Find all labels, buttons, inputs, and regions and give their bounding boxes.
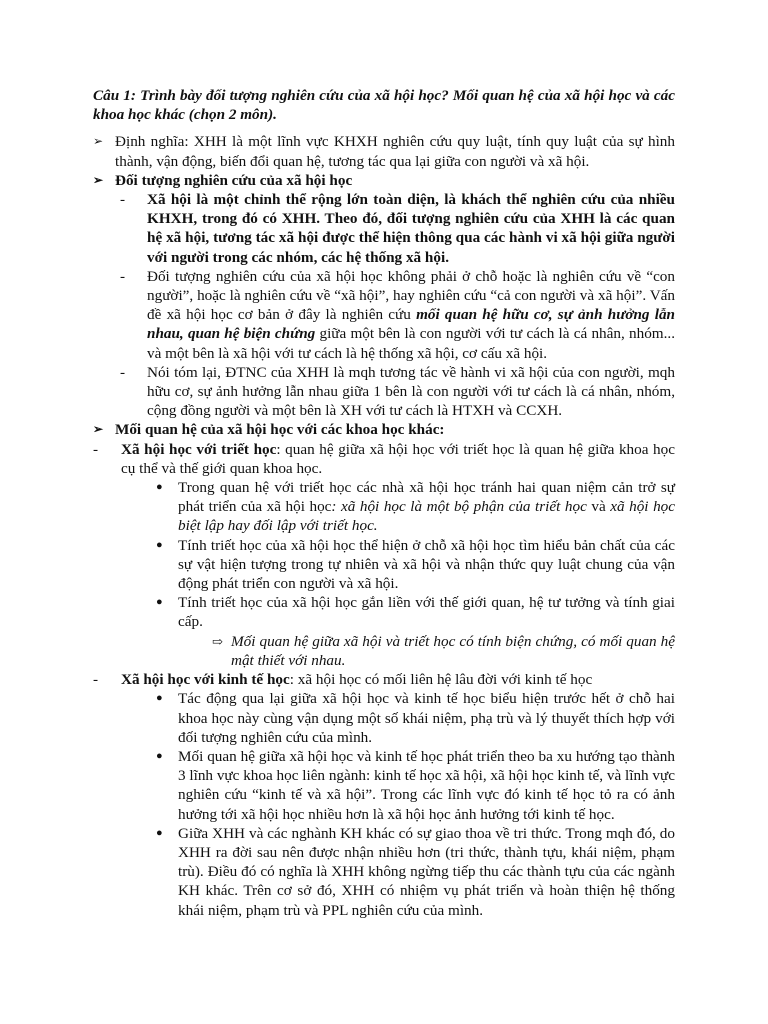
dash-marker: - <box>120 363 126 381</box>
dash-marker: - <box>93 671 99 689</box>
bullet-dot-icon: ● <box>156 692 163 705</box>
arrow-bullet-icon: ➢ <box>93 422 104 437</box>
definition-item <box>93 132 675 170</box>
philosophy-bullet-2-text: Tính triết học của xã hội học thể hiện ở chỗ xã hội học tìm hiểu bản chất của các sự vật hiện tượng trong tự nhiên và xã hội và nhận thức quy luật chung của vận động phát triển con người và xã hội. <box>178 536 675 593</box>
object-heading: Đối tượng nghiên cứu của xã hội học <box>115 171 353 189</box>
economics-bullet-2 <box>93 747 675 824</box>
object-paragraph-1-text: Xã hội là một chỉnh thể rộng lớn toàn diện, là khách thể nghiên cứu của nhiều KHXH, trong đó có XHH. Theo đó, đối tượng nghiên cứu của XHH là các quan hệ xã hội, tương tác xã hội được thể hiện thông qua các hành vi xã hội giữa người với người trong các nhóm, các hệ thống xã hội. <box>147 191 675 266</box>
object-heading-item <box>93 171 675 190</box>
arrow-bullet-icon: ➢ <box>93 172 104 187</box>
philosophy-conclusion <box>93 632 675 670</box>
economics-bullet-1-text: Tác động qua lại giữa xã hội học và kinh tế học biểu hiện trước hết ở chỗ hai khoa học này cùng vận dụng một số khái niệm, phạ trù và lý thuyết thích hợp với đối tượng nghiên cứu của mình. <box>178 690 675 746</box>
relation-heading: Mối quan hệ của xã hội học với các khoa học khác: <box>115 421 445 439</box>
philosophy-bullet-3 <box>93 593 675 631</box>
economics-section <box>93 670 675 689</box>
dash-marker: - <box>120 191 126 209</box>
object-paragraph-2 <box>93 267 675 363</box>
economics-bullet-3 <box>93 824 675 920</box>
bullet-dot-icon: ● <box>156 481 163 494</box>
object-paragraph-3-text: Nói tóm lại, ĐTNC của XHH là mqh tương tác về hành vi xã hội của con người, mqh hữu cơ, sự ảnh hưởng lẫn nhau giữa 1 bên là con người với tư cách là cá nhân, nhóm, cộng đồng người và một bên là XH với tư cách là HTXH và CCXH. <box>147 363 675 420</box>
document-page <box>93 86 675 920</box>
dash-marker: - <box>120 267 126 285</box>
object-paragraph-2-text: Đối tượng nghiên cứu của xã hội học không phải ở chỗ hoặc là nghiên cứu về “con người”, hoặc là nghiên cứu về “xã hội”, hay nghiên cứu “cả con người và xã hội”. Vấn đề xã hội học cơ bản ở đây là nghiên cứu mối quan hệ hữu cơ, sự ảnh hưởng lẫn nhau, quan hệ biện chứng giữa một bên là con người với tư cách là cá nhân, nhóm... và một bên là xã hội với tư cách là hệ thống xã hội, cơ cấu xã hội. <box>147 267 675 362</box>
philosophy-bullet-3-text: Tính triết học của xã hội học gắn liền với thế giới quan, hệ tư tưởng và tính giai cấp. <box>178 594 675 631</box>
philosophy-title: Xã hội học với triết học <box>121 440 277 458</box>
object-paragraph-3 <box>93 363 675 421</box>
economics-bullet-1 <box>93 689 675 747</box>
philosophy-intro: Xã hội học với triết học: quan hệ giữa xã hội học với triết học là quan hệ giữa khoa học cụ thể và thế giới quan khoa học. <box>121 440 675 477</box>
economics-bullet-2-text: Mối quan hệ giữa xã hội học và kinh tế học phát triển theo ba xu hướng tạo thành 3 lĩnh vực khoa học liên ngành: kinh tế học xã hội, xã hội học kinh tế, và lĩnh vực nghiên cứu “kinh tế và xã hội”. Trong các lĩnh vực đó kinh tế học tỏ ra có ảnh hưởng tới xã hội học nhiều hơn là xã hội học ảnh hưởng tới kinh tế học. <box>178 747 675 823</box>
arrow-bullet-icon: ➢ <box>93 134 104 149</box>
economics-bullet-3-text: Giữa XHH và các nghành KH khác có sự giao thoa về tri thức. Trong mqh đó, do XHH ra đời sau nên được nhận nhiều hơn (tri thức, thành tựu, khái niệm, phạm trù). Điều đó có nghĩa là XHH không ngừng tiếp thu các thành tựu của các ngành KH khác. Trên cơ sở đó, XHH có nhiệm vụ phát triển và hoàn thiện hệ thống khái niệm, phạm trù và PPL nghiên cứu của mình. <box>178 824 675 919</box>
philosophy-bullet-1-text: Trong quan hệ với triết học các nhà xã hội học tránh hai quan niệm cản trở sự phát triển của xã hội học: xã hội học là một bộ phận của triết học và xã hội học biệt lập hay đối lập với triết học. <box>178 479 675 535</box>
bullet-dot-icon: ● <box>156 596 163 609</box>
conclusion-arrow-icon: ⇨ <box>212 633 223 649</box>
dash-marker: - <box>93 440 99 458</box>
philosophy-conclusion-text: Mối quan hệ giữa xã hội và triết học có tính biện chứng, có mối quan hệ mật thiết với nhau. <box>231 632 675 669</box>
bullet-dot-icon: ● <box>156 538 163 551</box>
object-paragraph-1 <box>93 190 675 267</box>
emphasis-text: mối quan hệ hữu cơ, sự ảnh hưởng lẫn nhau, quan hệ biện chứng <box>147 306 675 343</box>
relation-heading-item <box>93 420 675 439</box>
economics-intro: Xã hội học với kinh tế học: xã hội học có mối liên hệ lâu đời với kinh tế học <box>121 671 593 689</box>
philosophy-bullet-1 <box>93 478 675 536</box>
definition-text: Định nghĩa: XHH là một lĩnh vực KHXH nghiên cứu quy luật, tính quy luật của sự hình thành, vận động, biến đổi quan hệ, tương tác qua lại giữa con người và xã hội. <box>115 133 675 170</box>
bullet-dot-icon: ● <box>156 826 163 839</box>
economics-title: Xã hội học với kinh tế học <box>121 671 290 689</box>
philosophy-bullet-2 <box>93 536 675 594</box>
bullet-dot-icon: ● <box>156 749 163 762</box>
philosophy-section <box>93 440 675 478</box>
question-heading: Câu 1: Trình bày đối tượng nghiên cứu của xã hội học? Mối quan hệ của xã hội học và các khoa học khác (chọn 2 môn). <box>93 87 675 124</box>
